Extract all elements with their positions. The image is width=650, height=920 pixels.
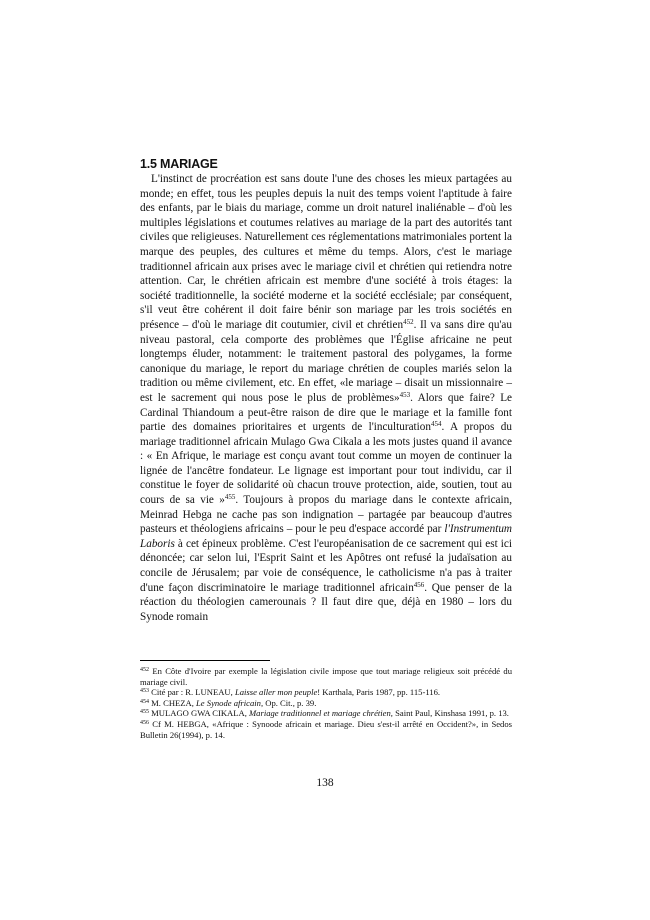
footnote-number: 454 <box>140 698 149 705</box>
footnote-text-end: , Op. Cit., p. 39. <box>260 697 317 708</box>
footnote-text: M. CHEZA, <box>149 697 197 708</box>
footnote-text-end: , Saint Paul, Kinshasa 1991, p. 13. <box>390 708 509 719</box>
body-text-7: . Que penser de la réaction du théologien camerounais ? Il faut dire que, déjà en 1980 – lors du Synode romain <box>140 581 512 623</box>
footnote-ref-452[interactable]: 452 <box>403 317 414 326</box>
footnote-ref-455[interactable]: 455 <box>224 493 236 502</box>
footnote-number: 452 <box>140 667 149 673</box>
footnote-number: 456 <box>140 719 149 726</box>
footnote-text: Cf M. HEBGA, «Afrique : Synoode africain et mariage. Dieu s'est-il arrêté en Occident?», in Sedos Bulletin 26(1994), p. 14. <box>140 718 512 740</box>
body-italic-title: l'Instrumentum Laboris <box>140 523 512 550</box>
footnote-text: Cité par : R. LUNEAU, <box>149 687 235 698</box>
footnote-text-end: ! Karthala, Paris 1987, pp. 115-116. <box>317 687 441 698</box>
footnote-italic-title: Laisse aller mon peuple <box>234 687 318 698</box>
body-text-6: à cet épineux problème. C'est l'européanisation de ce sacrement qui est ici dénoncée; car selon lui, l'Esprit Saint et les Apôtres ont refusé la judaïsation au concile de Jérusalem; par voie de conséquence, le catholicisme n'a pas à traiter d'une façon discriminatoire le mariage traditionnel africain <box>140 537 512 594</box>
section-heading: 1.5 MARIAGE <box>140 157 218 171</box>
body-text-2: . Il va sans dire qu'au niveau pastoral, cela comporte des problèmes que l'Église africaine ne peut longtemps éluder, notamment: le traitement pastoral des polygames, la forme canonique du mariage, le report du mariage chrétien de couples mariés selon la tradition ou même civilement, etc. En effet, «le mariage – disait un missionnaire – est le sacrement qui nous pose le plus de problèmes» <box>140 318 512 404</box>
footnote-italic-title: Mariage traditionnel et mariage chrétien <box>249 708 391 719</box>
body-text-4: . A propos du mariage traditionnel africain Mulago Gwa Cikala a les mots justes quand il avance : « En Afrique, le mariage est conçu avant tout comme un moyen de continuer la lignée de l'ancêtre fondateur. Le lignage est important pour tout individu, car il constitue le foyer de solidarité où chacun trouve protection, aide, soutien, tout au cours de sa vie » <box>140 421 512 507</box>
footnote-ref-456[interactable]: 456 <box>413 580 425 589</box>
footnote-454 <box>140 698 512 709</box>
main-content <box>140 157 512 624</box>
footnote-divider <box>140 660 270 661</box>
footnote-452 <box>140 666 512 687</box>
body-text-5: . Toujours à propos du mariage dans le contexte africain, Meinrad Hebga ne cache pas son indignation – partagée par beaucoup d'autres pasteurs et théologiens africains – pour le peu d'espace accordé par <box>140 494 513 536</box>
body-text-3: . Alors que faire? Le Cardinal Thiandoum a peut-être raison de dire que le mariage et la famille font partie des domaines prioritaires et urgents de l'inculturation <box>140 391 512 434</box>
footnote-italic-title: Le Synode africain <box>196 697 261 708</box>
footnote-ref-453[interactable]: 453 <box>399 390 411 399</box>
footnote-456 <box>140 719 512 740</box>
footnote-number: 455 <box>140 709 149 716</box>
body-paragraph <box>140 172 512 624</box>
footnote-text: En Côte d'Ivoire par exemple la législation civile impose que tout mariage religieux soit précédé du mariage civil. <box>140 666 512 687</box>
footnote-ref-454[interactable]: 454 <box>430 420 442 429</box>
body-text-1: L'instinct de procréation est sans doute l'une des choses les mieux partagées au monde; en effet, tous les peuples depuis la nuit des temps voient l'aptitude à faire des enfants, par le biais du mariage, comme un droit naturel inaliénable – d'où les multiples législations et coutumes relatives au mariage de la part des autorités tant civiles que religieuses. Naturellement ces réglementations matrimoniales portent la marque des peuples, des cultures et même du temps. Alors, c'est le mariage traditionnel africain aux prises avec le mariage civil et chrétien qui retiendra notre attention. Car, le chrétien africain est membre d'une société à trois étages: la société traditionnelle, la société moderne et la société ecclésiale; par conséquent, s'il veut être cohérent il doit faire bénir son mariage par les trois sociétés en présence – d'où le mariage dit coutumier, civil et chrétien <box>140 173 512 331</box>
footnotes-section <box>140 666 512 740</box>
page-number: 138 <box>316 777 334 789</box>
footnote-text: MULAGO GWA CIKALA, <box>149 708 250 719</box>
footnote-455 <box>140 708 512 719</box>
footnote-453 <box>140 687 512 698</box>
footnote-number: 453 <box>140 688 149 695</box>
